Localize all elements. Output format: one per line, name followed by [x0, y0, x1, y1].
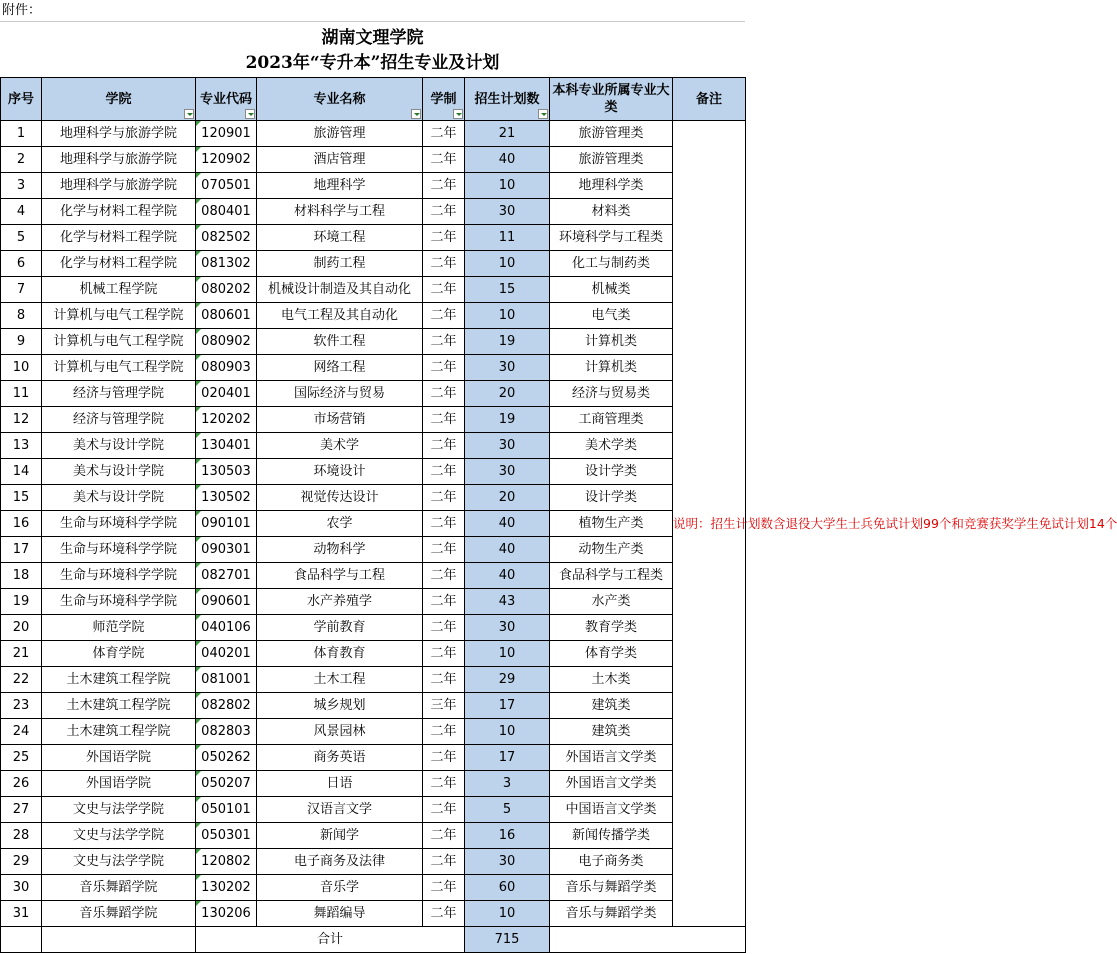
row-seq-cell[interactable]: 12 [1, 407, 42, 433]
row-years-cell[interactable]: 二年 [423, 719, 465, 745]
document-title: 湖南文理学院 [321, 28, 424, 48]
row-category-cell[interactable]: 食品科学与工程类 [550, 563, 673, 589]
row-years-cell[interactable]: 二年 [423, 277, 465, 303]
row-count-cell[interactable]: 10 [465, 251, 550, 277]
row-count-cell[interactable]: 30 [465, 459, 550, 485]
row-category-cell[interactable]: 电气类 [550, 303, 673, 329]
row-years-cell[interactable]: 二年 [423, 485, 465, 511]
row-major-cell[interactable]: 制药工程 [257, 251, 423, 277]
row-count-cell[interactable]: 10 [465, 173, 550, 199]
row-seq-cell[interactable]: 27 [1, 797, 42, 823]
row-code-cell[interactable]: 130502 [196, 485, 257, 511]
row-count-cell[interactable]: 30 [465, 615, 550, 641]
table-row [1, 147, 746, 173]
header-major[interactable] [257, 78, 423, 121]
table-row [1, 303, 746, 329]
table-row [1, 381, 746, 407]
row-major-cell[interactable]: 水产养殖学 [257, 589, 423, 615]
header-remarks: 备注 [673, 78, 746, 121]
row-category-cell[interactable]: 动物生产类 [550, 537, 673, 563]
row-years-cell[interactable]: 二年 [423, 225, 465, 251]
header-row [1, 78, 746, 121]
row-college-cell[interactable]: 生命与环境科学学院 [42, 563, 196, 589]
row-college-cell[interactable]: 生命与环境科学学院 [42, 537, 196, 563]
row-count-cell[interactable]: 10 [465, 719, 550, 745]
row-code-cell[interactable]: 120802 [196, 849, 257, 875]
row-count-cell[interactable]: 17 [465, 745, 550, 771]
row-college-cell[interactable]: 经济与管理学院 [42, 407, 196, 433]
table-row [1, 355, 746, 381]
row-category-cell[interactable]: 化工与制药类 [550, 251, 673, 277]
row-seq-cell[interactable]: 10 [1, 355, 42, 381]
row-major-cell[interactable]: 国际经济与贸易 [257, 381, 423, 407]
row-code-cell[interactable]: 080401 [196, 199, 257, 225]
row-category-cell[interactable]: 音乐与舞蹈学类 [550, 901, 673, 927]
remarks-note: 说明：招生计划数含退役大学生士兵免试计划99个和竞赛获奖学生免试计划14个 [673, 516, 1117, 531]
row-major-cell[interactable]: 学前教育 [257, 615, 423, 641]
row-major-cell[interactable]: 农学 [257, 511, 423, 537]
row-code-cell[interactable]: 120901 [196, 121, 257, 147]
row-code-cell[interactable]: 082701 [196, 563, 257, 589]
row-code-cell[interactable]: 040201 [196, 641, 257, 667]
row-seq-cell[interactable]: 3 [1, 173, 42, 199]
row-seq-cell[interactable]: 23 [1, 693, 42, 719]
total-empty-cell[interactable] [1, 927, 42, 953]
row-category-cell[interactable]: 外国语言文学类 [550, 745, 673, 771]
row-count-cell[interactable]: 20 [465, 485, 550, 511]
row-code-cell[interactable]: 081302 [196, 251, 257, 277]
row-category-cell[interactable]: 机械类 [550, 277, 673, 303]
enrollment-plan-table [0, 77, 1117, 953]
row-college-cell[interactable]: 美术与设计学院 [42, 459, 196, 485]
row-college-cell[interactable]: 文史与法学学院 [42, 849, 196, 875]
row-major-cell[interactable]: 商务英语 [257, 745, 423, 771]
row-seq-cell[interactable]: 26 [1, 771, 42, 797]
row-college-cell[interactable]: 外国语学院 [42, 771, 196, 797]
row-college-cell[interactable]: 土木建筑工程学院 [42, 719, 196, 745]
row-category-cell[interactable]: 电子商务类 [550, 849, 673, 875]
row-code-cell[interactable]: 090301 [196, 537, 257, 563]
row-years-cell[interactable]: 二年 [423, 147, 465, 173]
row-major-cell[interactable]: 电子商务及法律 [257, 849, 423, 875]
row-years-cell[interactable]: 二年 [423, 407, 465, 433]
row-major-cell[interactable]: 网络工程 [257, 355, 423, 381]
filter-dropdown-icon[interactable] [245, 109, 255, 119]
row-major-cell[interactable]: 机械设计制造及其自动化 [257, 277, 423, 303]
row-seq-cell[interactable]: 25 [1, 745, 42, 771]
row-college-cell[interactable]: 生命与环境科学学院 [42, 511, 196, 537]
row-major-cell[interactable]: 地理科学 [257, 173, 423, 199]
table-row [1, 667, 746, 693]
row-major-cell[interactable]: 材料科学与工程 [257, 199, 423, 225]
row-category-cell[interactable]: 体育学类 [550, 641, 673, 667]
table-row [1, 511, 746, 537]
row-years-cell[interactable]: 二年 [423, 433, 465, 459]
row-code-cell[interactable]: 082803 [196, 719, 257, 745]
row-count-cell[interactable]: 10 [465, 303, 550, 329]
header-college-label: 学院 [105, 91, 132, 107]
row-years-cell[interactable]: 二年 [423, 459, 465, 485]
row-college-cell[interactable]: 美术与设计学院 [42, 485, 196, 511]
row-code-cell[interactable]: 040106 [196, 615, 257, 641]
row-major-cell[interactable]: 动物科学 [257, 537, 423, 563]
row-years-cell[interactable]: 二年 [423, 589, 465, 615]
attachment-label: 附件： [2, 3, 42, 18]
row-years-cell[interactable]: 二年 [423, 615, 465, 641]
row-seq-cell[interactable]: 21 [1, 641, 42, 667]
row-count-cell[interactable]: 30 [465, 355, 550, 381]
row-code-cell[interactable]: 130206 [196, 901, 257, 927]
row-seq-cell[interactable]: 28 [1, 823, 42, 849]
row-college-cell[interactable]: 音乐舞蹈学院 [42, 901, 196, 927]
row-major-cell[interactable]: 环境设计 [257, 459, 423, 485]
header-major-label: 专业名称 [313, 91, 366, 107]
row-years-cell[interactable]: 二年 [423, 329, 465, 355]
row-count-cell[interactable]: 5 [465, 797, 550, 823]
row-seq-cell[interactable]: 9 [1, 329, 42, 355]
table-row [1, 459, 746, 485]
row-code-cell[interactable]: 080202 [196, 277, 257, 303]
row-code-cell[interactable]: 050301 [196, 823, 257, 849]
row-category-cell[interactable]: 地理科学类 [550, 173, 673, 199]
row-count-cell[interactable]: 40 [465, 511, 550, 537]
total-label-cell[interactable]: 合计 [196, 927, 465, 953]
row-college-cell[interactable]: 地理科学与旅游学院 [42, 173, 196, 199]
row-major-cell[interactable]: 软件工程 [257, 329, 423, 355]
row-seq-cell[interactable]: 17 [1, 537, 42, 563]
row-years-cell[interactable]: 二年 [423, 641, 465, 667]
row-category-cell[interactable]: 旅游管理类 [550, 121, 673, 147]
row-category-cell[interactable]: 外国语言文学类 [550, 771, 673, 797]
row-count-cell[interactable]: 3 [465, 771, 550, 797]
row-seq-cell[interactable]: 15 [1, 485, 42, 511]
table-row [1, 121, 746, 147]
table-row [1, 537, 746, 563]
row-count-cell[interactable]: 29 [465, 667, 550, 693]
table-row [1, 745, 746, 771]
row-years-cell[interactable]: 二年 [423, 875, 465, 901]
row-count-cell[interactable]: 10 [465, 641, 550, 667]
row-seq-cell[interactable]: 16 [1, 511, 42, 537]
row-seq-cell[interactable]: 8 [1, 303, 42, 329]
row-code-cell[interactable]: 090601 [196, 589, 257, 615]
row-years-cell[interactable]: 二年 [423, 121, 465, 147]
row-major-cell[interactable]: 视觉传达设计 [257, 485, 423, 511]
row-category-cell[interactable]: 建筑类 [550, 719, 673, 745]
row-count-cell[interactable]: 40 [465, 147, 550, 173]
row-code-cell[interactable]: 082502 [196, 225, 257, 251]
row-college-cell[interactable]: 计算机与电气工程学院 [42, 303, 196, 329]
row-college-cell[interactable]: 化学与材料工程学院 [42, 225, 196, 251]
row-code-cell[interactable]: 090101 [196, 511, 257, 537]
row-college-cell[interactable]: 计算机与电气工程学院 [42, 355, 196, 381]
row-category-cell[interactable]: 教育学类 [550, 615, 673, 641]
table-row [1, 719, 746, 745]
row-years-cell[interactable]: 二年 [423, 849, 465, 875]
row-major-cell[interactable]: 城乡规划 [257, 693, 423, 719]
row-years-cell[interactable]: 二年 [423, 563, 465, 589]
row-code-cell[interactable]: 080601 [196, 303, 257, 329]
row-college-cell[interactable]: 音乐舞蹈学院 [42, 875, 196, 901]
table-row [1, 641, 746, 667]
row-years-cell[interactable]: 二年 [423, 823, 465, 849]
row-category-cell[interactable]: 中国语言文学类 [550, 797, 673, 823]
row-major-cell[interactable]: 土木工程 [257, 667, 423, 693]
row-category-cell[interactable]: 土木类 [550, 667, 673, 693]
row-category-cell[interactable]: 经济与贸易类 [550, 381, 673, 407]
table-row [1, 277, 746, 303]
row-code-cell[interactable]: 120902 [196, 147, 257, 173]
row-college-cell[interactable]: 土木建筑工程学院 [42, 693, 196, 719]
row-major-cell[interactable]: 体育教育 [257, 641, 423, 667]
total-value-cell[interactable]: 715 [465, 927, 550, 953]
row-years-cell[interactable]: 二年 [423, 511, 465, 537]
row-major-cell[interactable]: 舞蹈编导 [257, 901, 423, 927]
row-count-cell[interactable]: 43 [465, 589, 550, 615]
header-years[interactable] [423, 78, 465, 121]
row-code-cell[interactable]: 130503 [196, 459, 257, 485]
row-seq-cell[interactable]: 5 [1, 225, 42, 251]
row-category-cell[interactable]: 建筑类 [550, 693, 673, 719]
row-count-cell[interactable]: 11 [465, 225, 550, 251]
table-row [1, 823, 746, 849]
row-seq-cell[interactable]: 14 [1, 459, 42, 485]
table-row [1, 849, 746, 875]
row-years-cell[interactable]: 二年 [423, 771, 465, 797]
row-category-cell[interactable]: 植物生产类 [550, 511, 673, 537]
row-college-cell[interactable]: 师范学院 [42, 615, 196, 641]
table-row [1, 329, 746, 355]
table-row [1, 797, 746, 823]
row-count-cell[interactable]: 20 [465, 381, 550, 407]
row-code-cell[interactable]: 082802 [196, 693, 257, 719]
table-row [1, 433, 746, 459]
row-years-cell[interactable]: 二年 [423, 797, 465, 823]
row-seq-cell[interactable]: 18 [1, 563, 42, 589]
row-seq-cell[interactable]: 11 [1, 381, 42, 407]
row-years-cell[interactable]: 二年 [423, 355, 465, 381]
row-category-cell[interactable]: 计算机类 [550, 329, 673, 355]
row-seq-cell[interactable]: 2 [1, 147, 42, 173]
row-seq-cell[interactable]: 19 [1, 589, 42, 615]
row-college-cell[interactable]: 文史与法学学院 [42, 823, 196, 849]
header-code-label: 专业代码 [199, 91, 252, 107]
row-code-cell[interactable]: 050262 [196, 745, 257, 771]
row-seq-cell[interactable]: 13 [1, 433, 42, 459]
row-years-cell[interactable]: 二年 [423, 745, 465, 771]
header-count-label: 招生计划数 [474, 91, 540, 107]
row-major-cell[interactable]: 新闻学 [257, 823, 423, 849]
row-years-cell[interactable]: 三年 [423, 693, 465, 719]
row-count-cell[interactable]: 60 [465, 875, 550, 901]
row-category-cell[interactable]: 新闻传播学类 [550, 823, 673, 849]
filter-dropdown-icon[interactable] [538, 109, 548, 119]
total-empty-cell[interactable] [42, 927, 196, 953]
table-row [1, 407, 746, 433]
filter-dropdown-icon[interactable] [411, 109, 421, 119]
row-major-cell[interactable]: 日语 [257, 771, 423, 797]
row-count-cell[interactable]: 19 [465, 329, 550, 355]
row-seq-cell[interactable]: 20 [1, 615, 42, 641]
table-row [1, 173, 746, 199]
row-code-cell[interactable]: 080903 [196, 355, 257, 381]
total-empty-cell[interactable] [550, 927, 746, 953]
row-college-cell[interactable]: 化学与材料工程学院 [42, 251, 196, 277]
divider [0, 21, 745, 22]
row-count-cell[interactable]: 16 [465, 823, 550, 849]
row-count-cell[interactable]: 19 [465, 407, 550, 433]
header-code[interactable] [196, 78, 257, 121]
row-seq-cell[interactable]: 24 [1, 719, 42, 745]
row-major-cell[interactable]: 酒店管理 [257, 147, 423, 173]
row-category-cell[interactable]: 材料类 [550, 199, 673, 225]
row-college-cell[interactable]: 地理科学与旅游学院 [42, 121, 196, 147]
table-row [1, 771, 746, 797]
row-category-cell[interactable]: 设计学类 [550, 485, 673, 511]
row-major-cell[interactable]: 食品科学与工程 [257, 563, 423, 589]
table-row [1, 589, 746, 615]
row-count-cell[interactable]: 40 [465, 563, 550, 589]
row-code-cell[interactable]: 020401 [196, 381, 257, 407]
row-category-cell[interactable]: 音乐与舞蹈学类 [550, 875, 673, 901]
row-major-cell[interactable]: 音乐学 [257, 875, 423, 901]
document-subtitle: 2023年“专升本”招生专业及计划 [245, 53, 500, 73]
row-college-cell[interactable]: 计算机与电气工程学院 [42, 329, 196, 355]
total-row [1, 927, 746, 953]
row-category-cell[interactable]: 水产类 [550, 589, 673, 615]
row-count-cell[interactable]: 17 [465, 693, 550, 719]
row-years-cell[interactable]: 二年 [423, 173, 465, 199]
row-code-cell[interactable]: 130401 [196, 433, 257, 459]
table-row [1, 485, 746, 511]
row-seq-cell[interactable]: 4 [1, 199, 42, 225]
row-college-cell[interactable]: 地理科学与旅游学院 [42, 147, 196, 173]
row-seq-cell[interactable]: 29 [1, 849, 42, 875]
row-category-cell[interactable]: 计算机类 [550, 355, 673, 381]
row-major-cell[interactable]: 市场营销 [257, 407, 423, 433]
table-row [1, 693, 746, 719]
row-seq-cell[interactable]: 1 [1, 121, 42, 147]
filter-dropdown-icon[interactable] [184, 109, 194, 119]
row-count-cell[interactable]: 30 [465, 433, 550, 459]
row-count-cell[interactable]: 40 [465, 537, 550, 563]
row-code-cell[interactable]: 081001 [196, 667, 257, 693]
row-code-cell[interactable]: 080902 [196, 329, 257, 355]
row-college-cell[interactable]: 体育学院 [42, 641, 196, 667]
row-college-cell[interactable]: 外国语学院 [42, 745, 196, 771]
header-college[interactable] [42, 78, 196, 121]
header-seq: 序号 [1, 78, 42, 121]
row-major-cell[interactable]: 旅游管理 [257, 121, 423, 147]
row-seq-cell[interactable]: 30 [1, 875, 42, 901]
row-major-cell[interactable]: 汉语言文学 [257, 797, 423, 823]
row-college-cell[interactable]: 机械工程学院 [42, 277, 196, 303]
row-years-cell[interactable]: 二年 [423, 381, 465, 407]
table-row [1, 199, 746, 225]
table-row [1, 875, 746, 901]
row-years-cell[interactable]: 二年 [423, 303, 465, 329]
row-college-cell[interactable]: 土木建筑工程学院 [42, 667, 196, 693]
row-major-cell[interactable]: 环境工程 [257, 225, 423, 251]
header-category: 本科专业所属专业大类 [550, 78, 673, 121]
row-category-cell[interactable]: 环境科学与工程类 [550, 225, 673, 251]
row-major-cell[interactable]: 风景园林 [257, 719, 423, 745]
row-category-cell[interactable]: 旅游管理类 [550, 147, 673, 173]
row-college-cell[interactable]: 美术与设计学院 [42, 433, 196, 459]
row-count-cell[interactable]: 21 [465, 121, 550, 147]
table-row [1, 563, 746, 589]
row-code-cell[interactable]: 130202 [196, 875, 257, 901]
row-years-cell[interactable]: 二年 [423, 901, 465, 927]
table-row [1, 251, 746, 277]
table-row [1, 901, 746, 927]
filter-dropdown-icon[interactable] [453, 109, 463, 119]
row-major-cell[interactable]: 电气工程及其自动化 [257, 303, 423, 329]
row-seq-cell[interactable]: 7 [1, 277, 42, 303]
row-category-cell[interactable]: 美术学类 [550, 433, 673, 459]
row-years-cell[interactable]: 二年 [423, 199, 465, 225]
row-code-cell[interactable]: 120202 [196, 407, 257, 433]
header-count[interactable] [465, 78, 550, 121]
row-count-cell[interactable]: 30 [465, 849, 550, 875]
row-major-cell[interactable]: 美术学 [257, 433, 423, 459]
row-count-cell[interactable]: 30 [465, 199, 550, 225]
row-code-cell[interactable]: 050101 [196, 797, 257, 823]
row-years-cell[interactable]: 二年 [423, 537, 465, 563]
row-seq-cell[interactable]: 22 [1, 667, 42, 693]
row-code-cell[interactable]: 050207 [196, 771, 257, 797]
row-years-cell[interactable]: 二年 [423, 251, 465, 277]
row-category-cell[interactable]: 工商管理类 [550, 407, 673, 433]
row-college-cell[interactable]: 生命与环境科学学院 [42, 589, 196, 615]
row-seq-cell[interactable]: 31 [1, 901, 42, 927]
row-college-cell[interactable]: 经济与管理学院 [42, 381, 196, 407]
row-category-cell[interactable]: 设计学类 [550, 459, 673, 485]
table-row [1, 225, 746, 251]
row-code-cell[interactable]: 070501 [196, 173, 257, 199]
row-college-cell[interactable]: 文史与法学学院 [42, 797, 196, 823]
table-row [1, 615, 746, 641]
header-years-label: 学制 [430, 91, 457, 107]
row-count-cell[interactable]: 10 [465, 901, 550, 927]
remarks-cell[interactable] [673, 121, 1117, 927]
row-seq-cell[interactable]: 6 [1, 251, 42, 277]
row-count-cell[interactable]: 15 [465, 277, 550, 303]
row-years-cell[interactable]: 二年 [423, 667, 465, 693]
row-college-cell[interactable]: 化学与材料工程学院 [42, 199, 196, 225]
